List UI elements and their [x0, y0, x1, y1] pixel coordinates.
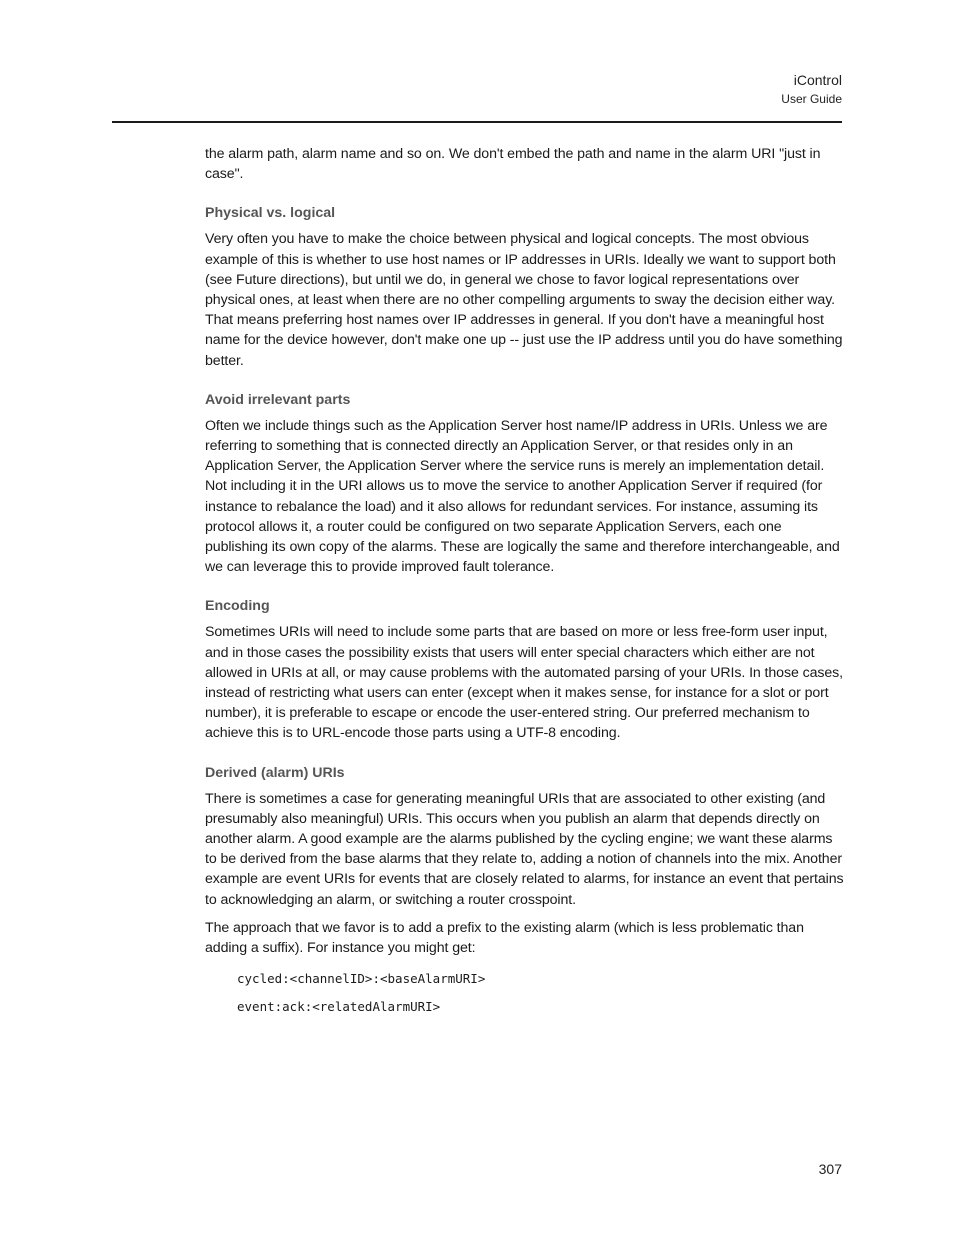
section-paragraph: Sometimes URIs will need to include some parts that are based on more or less free-form user input, and in those cases the possibility exists that users will enter special characters which either are not allowed in URIs at all, or may cause problems with the automated parsing of your URIs. In those cases, instead of restricting what users can enter (except when it makes sense, for instance for a slot or port number), it is preferable to escape or encode the user-entered string. Our preferred mechanism to achieve this is to URL-encode those parts using a UTF-8 encoding.: [205, 624, 843, 742]
section-avoid-irrelevant-parts: [205, 390, 845, 578]
intro-paragraph: the alarm path, alarm name and so on. We don't embed the path and name in the alarm URI "just in case".: [205, 146, 821, 183]
running-header: [781, 70, 842, 108]
section-heading: Derived (alarm) URIs: [205, 764, 345, 781]
header-rule: [112, 121, 842, 123]
section-physical-vs-logical: [205, 203, 845, 370]
section-encoding: [205, 596, 845, 743]
section-derived-alarm-uris: [205, 763, 845, 959]
page-body: [205, 144, 845, 1026]
code-line: event:ack:<relatedAlarmURI>: [237, 999, 441, 1015]
section-paragraph: Often we include things such as the Application Server host name/IP address in URIs. Unless we are referring to something that is connected directly an Application Server, or that resides only in an Application Server, the Application Server where the service runs is merely an implementation detail. Not including it in the URI allows us to move the service to another Application Server if required (for instance to rebalance the load) and it also allows for redundant services. For instance, assuming its protocol allows it, a router could be configured on two separate Application Servers, each one publishing its own copy of the alarms. These are logically the same and therefore interchangeable, and we can leverage this to provide improved fault tolerance.: [205, 417, 840, 576]
section-paragraph: Very often you have to make the choice between physical and logical concepts. The most obvious example of this is whether to use host names or IP addresses in URIs. Ideally we want to support both (see Future directions), but until we do, in general we chose to favor logical representations over physical ones, at least when there are no other compelling arguments to sway the decision either way. That means preferring host names over IP addresses in general. If you don't have a meaningful host name for the device however, don't make one up -- just use the IP address until you do have something better.: [205, 231, 843, 369]
section-heading: Physical vs. logical: [205, 205, 336, 222]
section-paragraph: The approach that we favor is to add a prefix to the existing alarm (which is less problematic than adding a suffix). For instance you might get:: [205, 919, 804, 957]
page-number: 307: [818, 1161, 842, 1177]
header-guide-title: User Guide: [781, 92, 842, 106]
section-paragraph: There is sometimes a case for generating meaningful URIs that are associated to other existing (and presumably also meaningful) URIs. This occurs when you publish an alarm that depends directly on another alarm. A good example are the alarms published by the cycling engine; we want these alarms to be derived from the base alarms that they relate to, adding a notion of channels into the mix. Another example are event URIs for events that are closely related to alarms, for instance an event that pertains to acknowledging an alarm, or switching a router crosspoint.: [205, 790, 844, 908]
section-heading: Encoding: [205, 598, 270, 615]
section-heading: Avoid irrelevant parts: [205, 391, 351, 408]
code-line: cycled:<channelID>:<baseAlarmURI>: [237, 971, 486, 987]
header-product-name: iControl: [793, 72, 842, 88]
